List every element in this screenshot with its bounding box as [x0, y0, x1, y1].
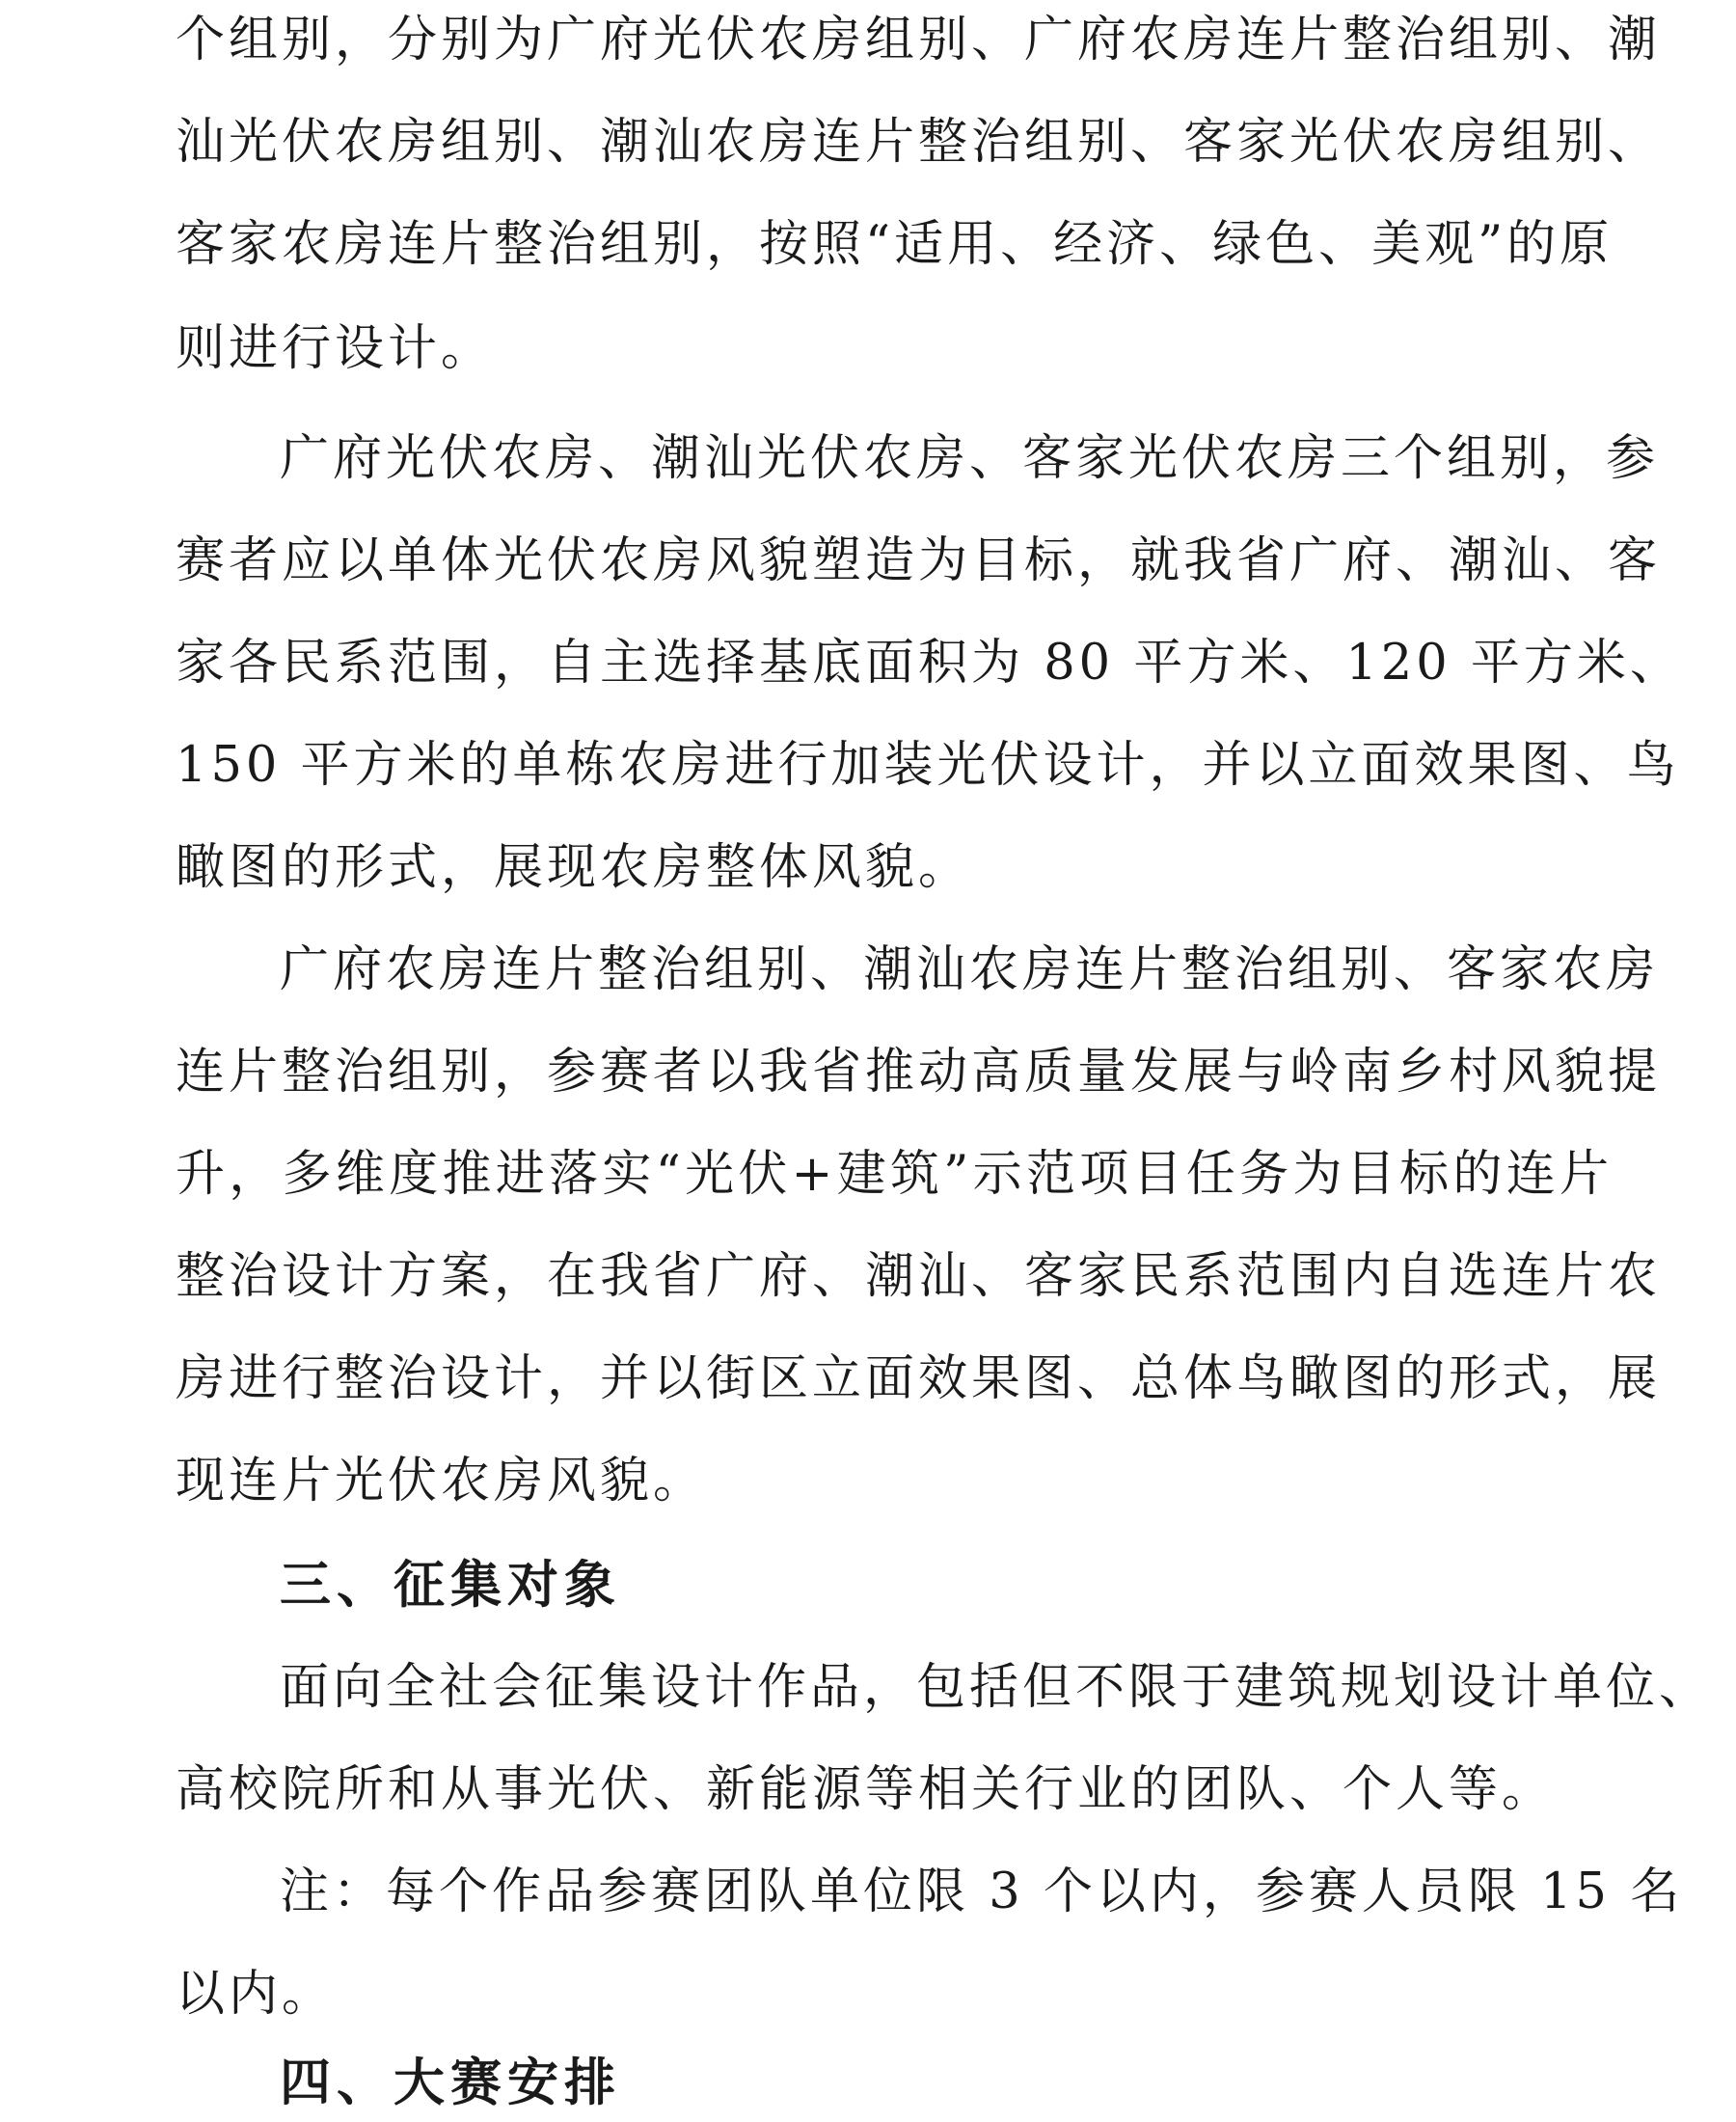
paragraph-1-line-3: 客家农房连片整治组别，按照“适用、经济、绿色、美观”的原 [176, 216, 1614, 273]
paragraph-3-line-6: 现连片光伏农房风貌。 [176, 1453, 707, 1510]
paragraph-2-line-2: 赛者应以单体光伏农房风貌塑造为目标，就我省广府、潮汕、客 [176, 532, 1662, 589]
paragraph-3-line-4: 整治设计方案，在我省广府、潮汕、客家民系范围内自选连片农 [176, 1248, 1662, 1305]
section-heading-3: 三、征集对象 [280, 1556, 621, 1615]
paragraph-5-line-2: 以内。 [176, 1966, 336, 2023]
paragraph-2-line-4: 150 平方米的单栋农房进行加装光伏设计，并以立面效果图、鸟 [176, 737, 1680, 794]
paragraph-5-line-1: 注：每个作品参赛团队单位限 3 个以内，参赛人员限 15 名 [280, 1864, 1684, 1920]
paragraph-1-line-2: 汕光伏农房组别、潮汕农房连片整治组别、客家光伏农房组别、 [176, 114, 1662, 171]
paragraph-2-line-1: 广府光伏农房、潮汕光伏农房、客家光伏农房三个组别，参 [280, 430, 1660, 487]
paragraph-4-line-1: 面向全社会征集设计作品，包括但不限于建筑规划设计单位、 [280, 1659, 1713, 1716]
paragraph-2-line-5: 瞰图的形式，展现农房整体风貌。 [176, 839, 972, 896]
paragraph-3-line-3: 升，多维度推进落实“光伏+建筑”示范项目任务为目标的连片 [176, 1146, 1613, 1203]
paragraph-1-line-1: 个组别，分别为广府光伏农房组别、广府农房连片整治组别、潮 [176, 12, 1662, 68]
paragraph-2-line-3: 家各民系范围，自主选择基底面积为 80 平方米、120 平方米、 [176, 635, 1683, 692]
paragraph-1-line-4: 则进行设计。 [176, 320, 495, 377]
paragraph-3-line-1: 广府农房连片整治组别、潮汕农房连片整治组别、客家农房 [280, 941, 1660, 998]
paragraph-3-line-5: 房进行整治设计，并以街区立面效果图、总体鸟瞰图的形式，展 [176, 1350, 1662, 1407]
section-heading-4: 四、大赛安排 [280, 2054, 621, 2112]
paragraph-4-line-2: 高校院所和从事光伏、新能源等相关行业的团队、个人等。 [176, 1761, 1556, 1818]
paragraph-3-line-2: 连片整治组别，参赛者以我省推动高质量发展与岭南乡村风貌提 [176, 1044, 1662, 1101]
